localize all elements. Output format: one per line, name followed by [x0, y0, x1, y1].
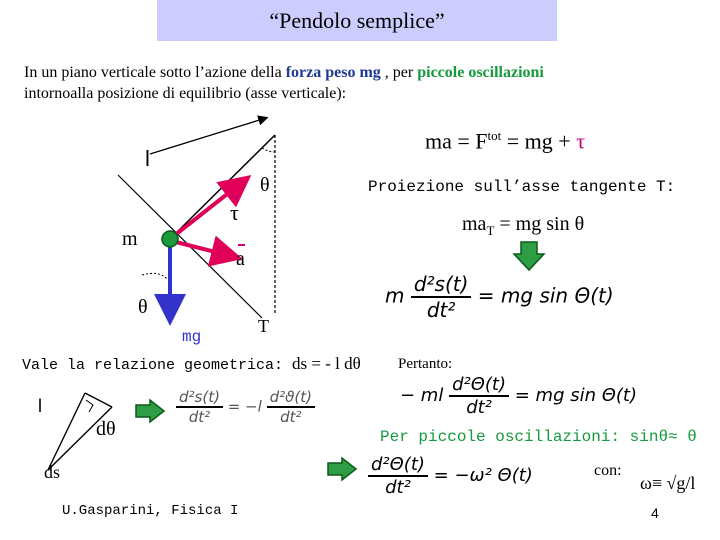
relazione-text: Vale la relazione geometrica:: [22, 357, 293, 374]
con-label: con:: [594, 462, 622, 479]
l-label: l: [145, 146, 150, 171]
intro-part1: In un piano verticale sotto l’azione della: [24, 64, 286, 81]
m-label: m: [122, 228, 138, 250]
eq1-rhs: = mg sin Θ(t): [477, 283, 614, 308]
eq-small-num2: d²ϑ(t): [267, 388, 315, 408]
newton-sup: tot: [487, 128, 502, 143]
intro-text: [24, 62, 714, 104]
maT-equation: [462, 213, 584, 239]
angle-arc-bottom: [142, 273, 168, 280]
intro-piccole: piccole oscillazioni: [417, 64, 544, 81]
newton-tau: τ: [576, 128, 586, 154]
title-box: [157, 0, 557, 41]
eq-small-frac1: [176, 388, 223, 426]
tau-label: τ: [230, 200, 239, 225]
relazione-eq: ds = - l dθ: [292, 354, 361, 373]
right-arrow-icon: [134, 398, 166, 424]
eq2-num: d²Θ(t): [449, 374, 509, 397]
eq2-den: dt²: [466, 397, 492, 418]
omega-def: ω≡ √g/l: [640, 473, 696, 493]
intro-part3: intornoalla posizione di equilibrio (asse verticale):: [24, 85, 347, 102]
eq1: [385, 272, 614, 322]
pendulum-diagram: [0, 100, 340, 350]
intro-forza: forza peso mg: [285, 64, 381, 81]
eq1-den: dt²: [426, 298, 456, 322]
l-dimension-line: [150, 118, 266, 154]
eq1-pre: m: [385, 283, 405, 308]
a-vector: [172, 241, 235, 257]
eq2: [400, 374, 637, 418]
eq1-frac: [411, 272, 472, 322]
maT-rest: = mg sin θ: [499, 213, 585, 235]
eq-small: [176, 388, 315, 426]
eq2-rhs: = mg sin Θ(t): [514, 385, 637, 406]
pertanto-text: Pertanto:: [398, 356, 453, 372]
eq-small-den2: dt²: [280, 408, 302, 426]
proiezione-text: Proiezione sull’asse tangente T:: [368, 178, 676, 196]
maT-ma: ma: [462, 213, 487, 235]
eq3-rhs: = −ω² Θ(t): [433, 465, 533, 486]
footer-author: U.Gasparini, Fisica I: [62, 503, 239, 519]
intro-part2: , per: [380, 64, 418, 81]
page-number: 4: [651, 505, 659, 521]
eq-small-mid: = −l: [227, 397, 262, 416]
eq2-pre: − ml: [400, 385, 444, 406]
right-arrow-icon-2: [326, 456, 358, 482]
angle-arc-top: [262, 148, 275, 152]
eq1-num: d²s(t): [411, 272, 472, 298]
eq-small-num1: d²s(t): [176, 388, 223, 408]
small-l-label: l: [38, 396, 42, 416]
mg-label: mg: [182, 328, 202, 346]
eq3: [368, 454, 533, 498]
newton-lhs: ma = F: [425, 128, 488, 154]
eq3-den: dt²: [385, 477, 411, 498]
page-title: “Pendolo semplice”: [269, 8, 445, 33]
eq-small-den1: dt²: [188, 408, 211, 426]
maT-sub: T: [486, 223, 495, 238]
theta-top-label: θ: [260, 174, 270, 196]
a-label: a: [236, 248, 245, 270]
eq2-frac: [449, 374, 509, 418]
T-label: T: [258, 316, 269, 336]
down-arrow-icon: [512, 240, 546, 272]
newton-equation: [425, 128, 585, 154]
small-ds-label: ds: [44, 462, 61, 482]
relazione: [22, 354, 361, 374]
mass-ball: [162, 231, 178, 247]
piccole-text: Per piccole oscillazioni: sinθ≈ θ: [380, 428, 697, 446]
theta-bottom-label: θ: [138, 296, 148, 318]
newton-rhs: = mg +: [506, 128, 577, 154]
eq3-frac: [368, 454, 428, 498]
eq-small-frac2: [267, 388, 315, 426]
eq3-num: d²Θ(t): [368, 454, 428, 477]
small-dtheta-label: dθ: [96, 418, 116, 440]
